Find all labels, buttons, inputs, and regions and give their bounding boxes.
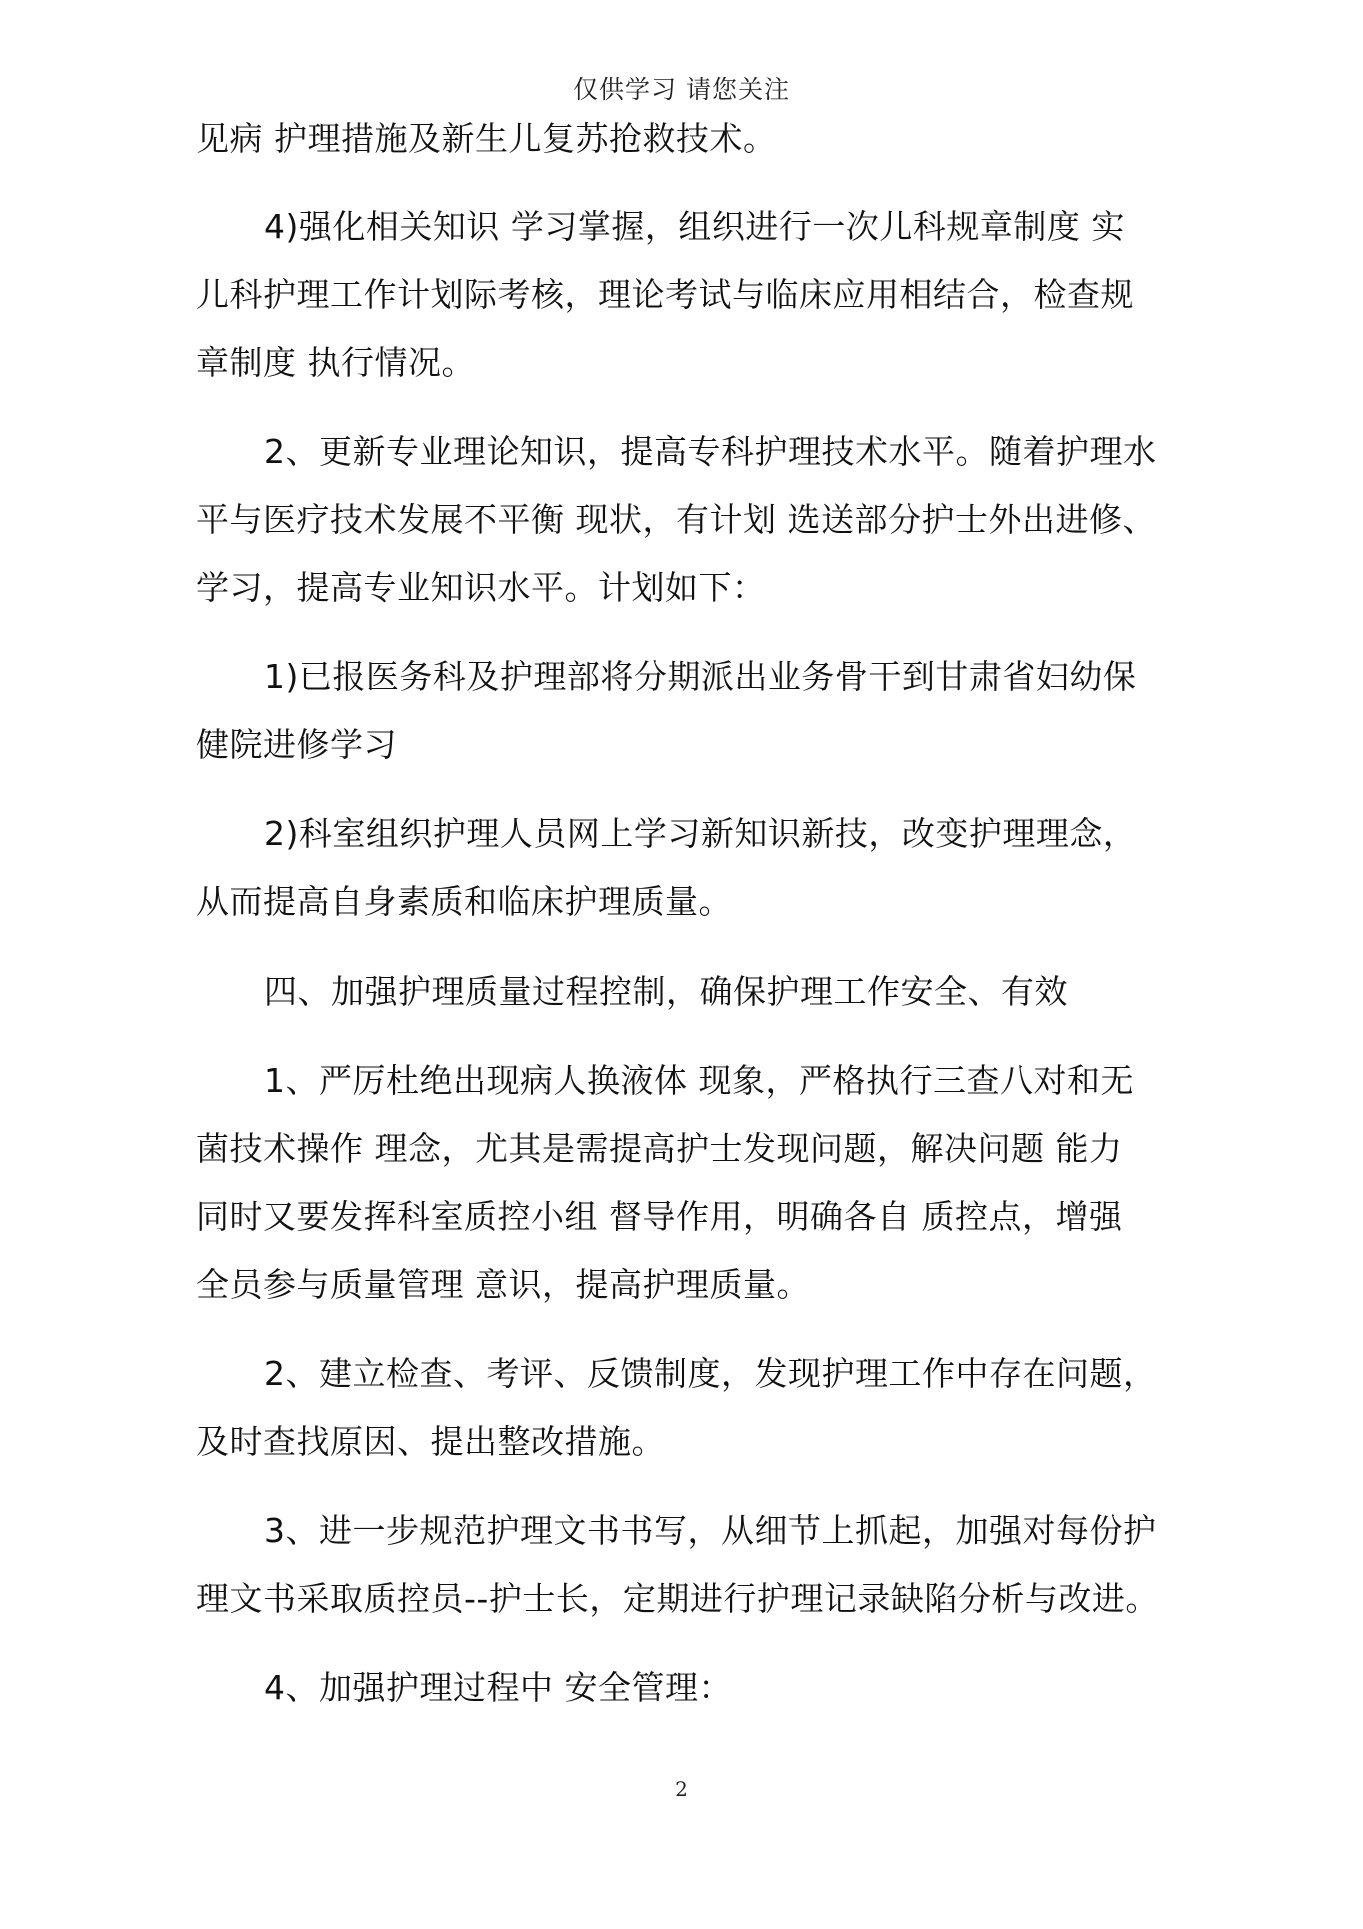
- text-line: 及时查找原因、提出整改措施。: [196, 1422, 665, 1461]
- text-line: 从而提高自身素质和临床护理质量。: [196, 882, 732, 921]
- text-line: 2、更新专业理论知识，提高专科护理技术水平。随着护理水: [264, 432, 1157, 471]
- text-line: 4、加强护理过程中 安全管理：: [264, 1668, 732, 1707]
- text-line: 学习，提高专业知识水平。计划如下：: [196, 568, 766, 607]
- text-line: 3、进一步规范护理文书书写，从细节上抓起，加强对每份护: [264, 1511, 1157, 1550]
- text-line: 1、严厉杜绝出现病人换液体 现象，严格执行三查八对和无: [264, 1061, 1134, 1100]
- text-line: 见病 护理措施及新生儿复苏抢救技术。: [196, 119, 777, 158]
- page-header: 仅供学习 请您关注: [573, 75, 790, 104]
- page-number: 2: [675, 1777, 688, 1801]
- text-line: 4)强化相关知识 学习掌握，组织进行一次儿科规章制度 实: [264, 207, 1125, 246]
- text-line: 2)科室组织护理人员网上学习新知识新技，改变护理理念，: [264, 814, 1137, 853]
- section-heading: 四、加强护理质量过程控制，确保护理工作安全、有效: [264, 972, 1068, 1011]
- text-line: 全员参与质量管理 意识，提高护理质量。: [196, 1265, 810, 1304]
- text-line: 章制度 执行情况。: [196, 343, 475, 382]
- text-line: 理文书采取质控员--护士长，定期进行护理记录缺陷分析与改进。: [196, 1579, 1159, 1618]
- text-line: 儿科护理工作计划际考核，理论考试与临床应用相结合，检查规: [196, 275, 1134, 314]
- text-line: 平与医疗技术发展不平衡 现状，有计划 选送部分护士外出进修、: [196, 500, 1156, 539]
- text-line: 菌技术操作 理念，尤其是需提高护士发现问题，解决问题 能力: [196, 1129, 1123, 1168]
- text-line: 2、建立检查、考评、反馈制度，发现护理工作中存在问题，: [264, 1354, 1157, 1393]
- text-line: 健院进修学习: [196, 725, 397, 764]
- text-line: 1)已报医务科及护理部将分期派出业务骨干到甘肃省妇幼保: [264, 657, 1137, 696]
- text-line: 同时又要发挥科室质控小组 督导作用，明确各自 质控点，增强: [196, 1197, 1123, 1236]
